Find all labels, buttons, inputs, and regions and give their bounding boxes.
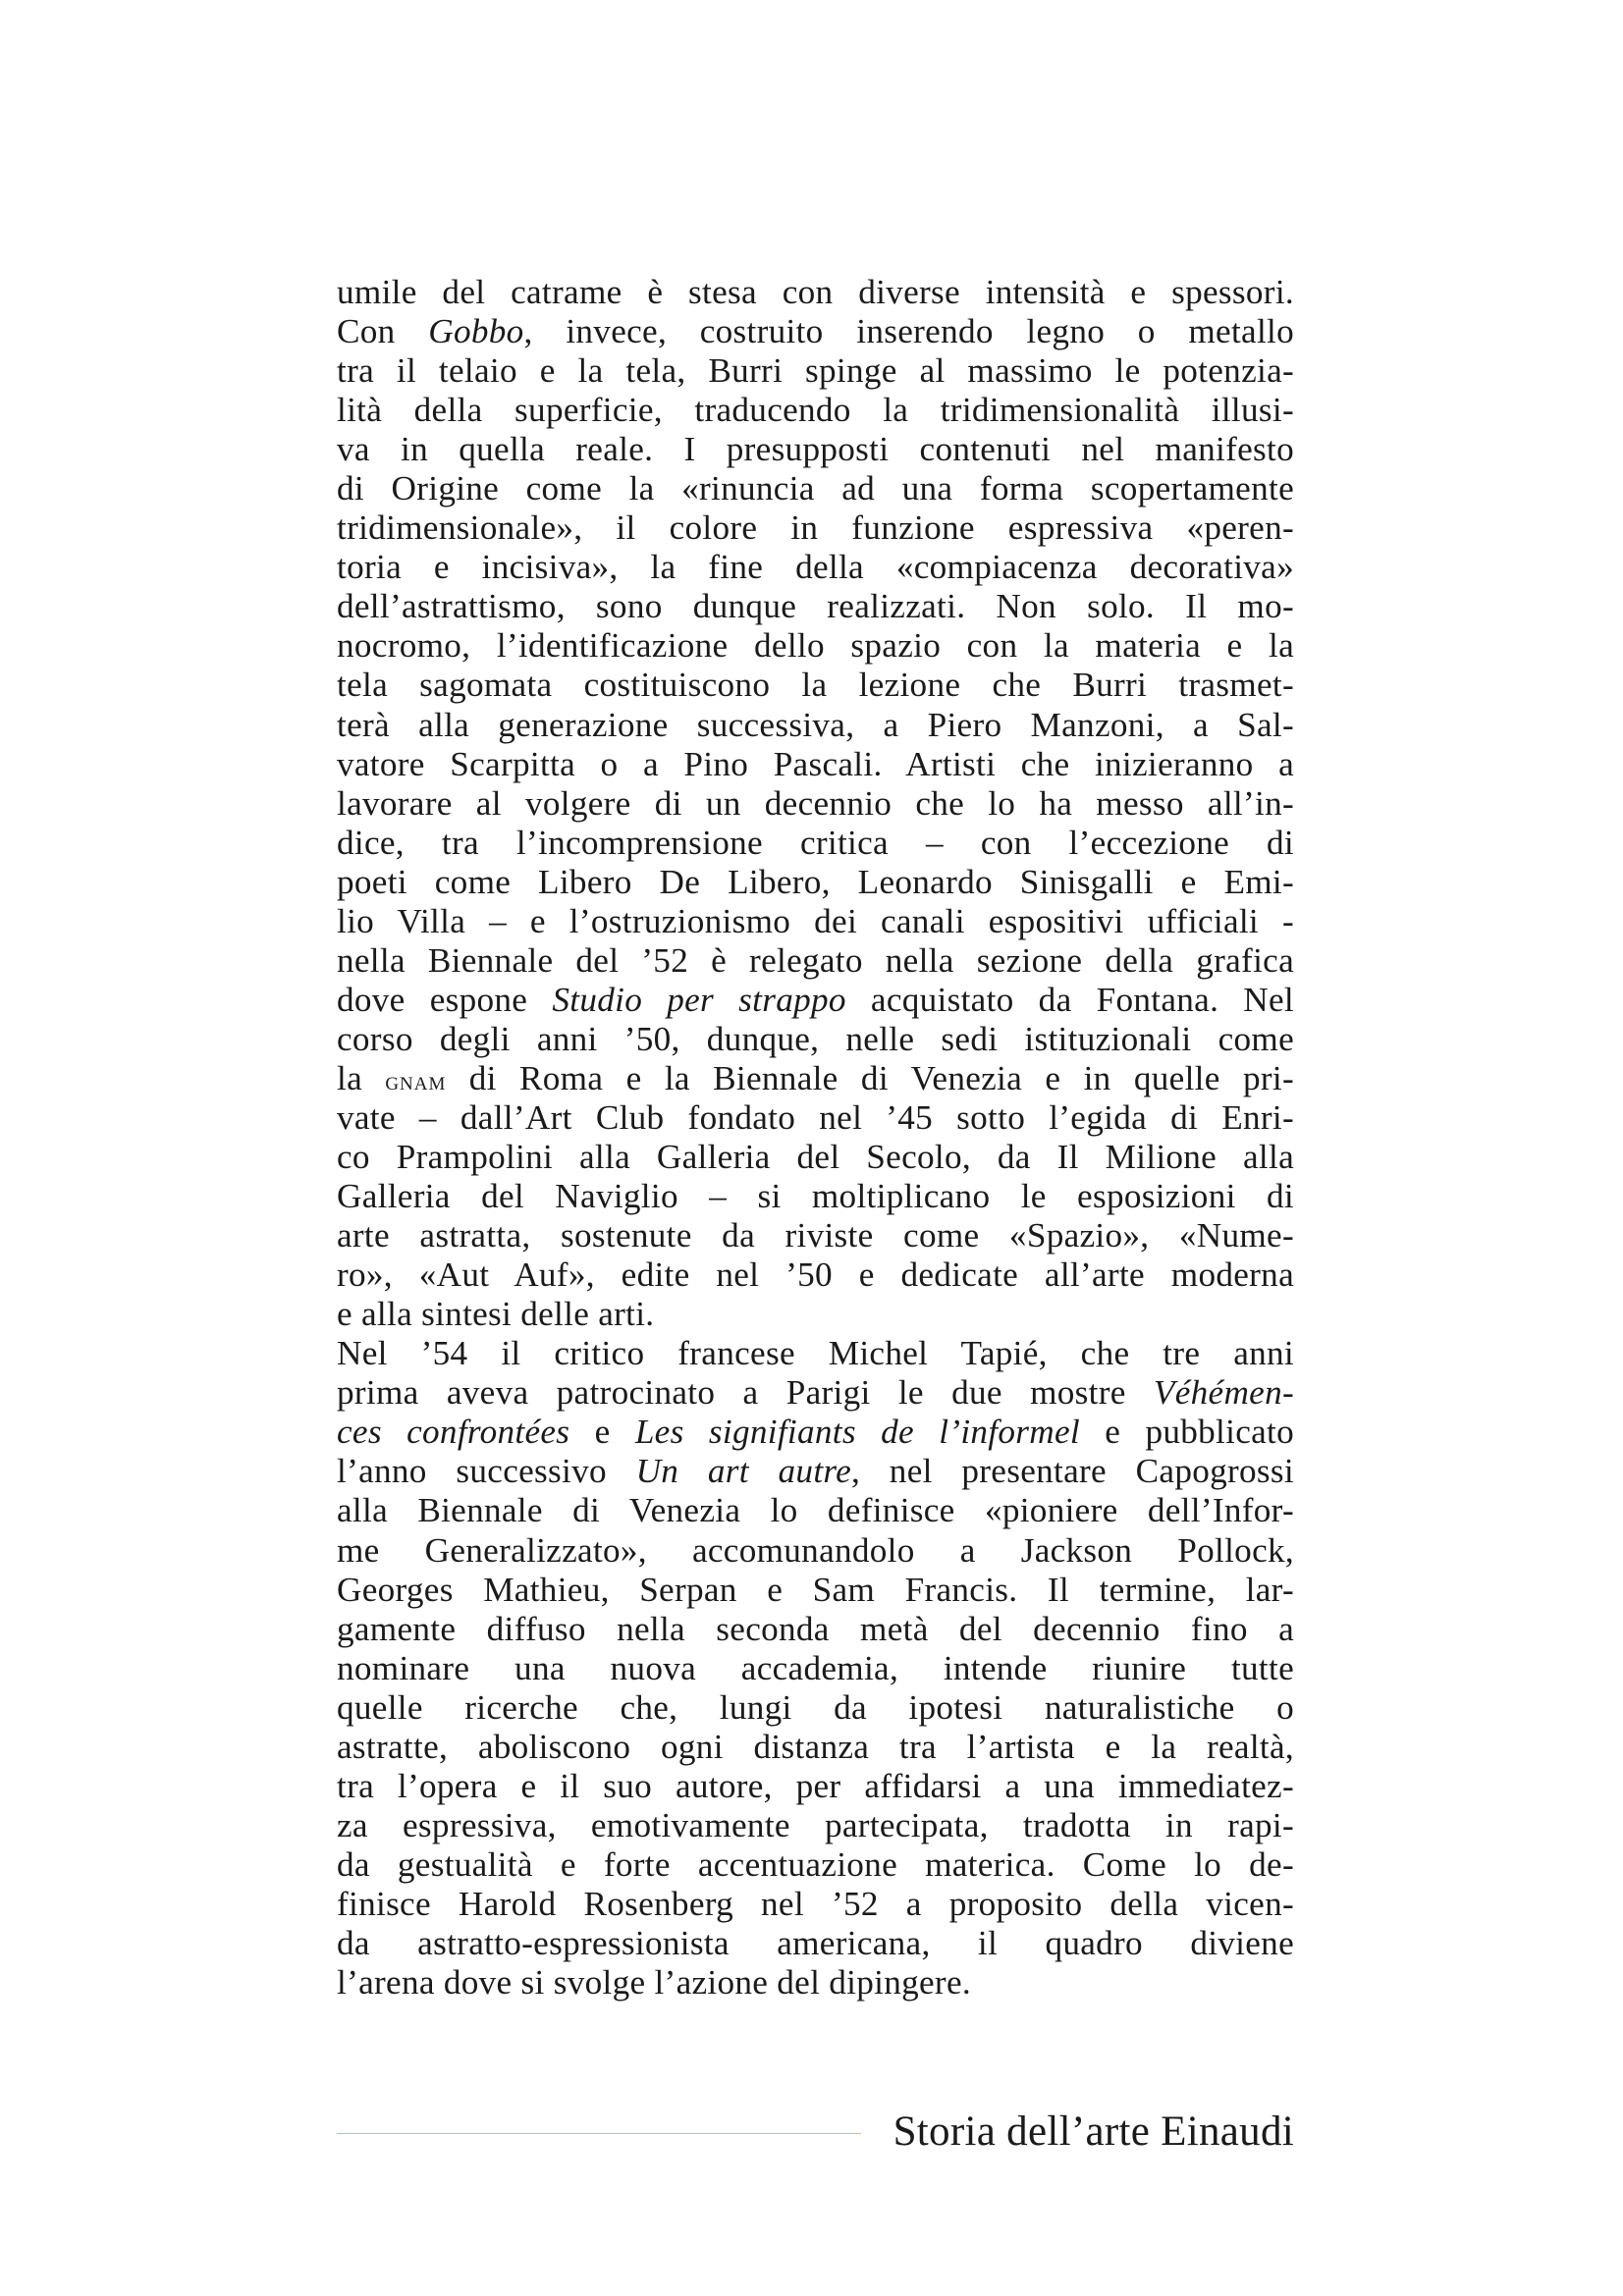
text-line: dell’astrattismo, sono dunque realizzati. Non solo. Il mo- (337, 587, 1294, 626)
text-line: tra l’opera e il suo autore, per affidarsi a una immediatez- (337, 1766, 1294, 1805)
text-line: la gnam di Roma e la Biennale di Venezia e in quelle pri- (337, 1058, 1294, 1097)
text-line: nella Biennale del ’52 è relegato nella sezione della grafica (337, 940, 1294, 980)
text-line: l’arena dove si svolge l’azione del dipingere. (337, 1963, 971, 2002)
text-line: dice, tra l’incomprensione critica – con l’eccezione di (337, 823, 1294, 862)
text-line: astratte, aboliscono ogni distanza tra l’artista e la realtà, (337, 1727, 1294, 1766)
italic-text: Véhémen- (1153, 1373, 1294, 1413)
text-line: dove espone Studio per strappo acquistato da Fontana. Nel (337, 980, 1294, 1019)
text-line: za espressiva, emotivamente partecipata, tradotta in rapi- (337, 1805, 1294, 1844)
text-line: vate – dall’Art Club fondato nel ’45 sotto l’egida di Enri- (337, 1097, 1294, 1137)
text-line: arte astratta, sostenute da riviste come «Spazio», «Nume- (337, 1216, 1294, 1255)
paragraph (337, 1334, 1294, 2002)
text-line: co Prampolini alla Galleria del Secolo, da Il Milione alla (337, 1138, 1294, 1177)
text-line: tra il telaio e la tela, Burri spinge al massimo le potenzia- (337, 351, 1294, 391)
text-line: alla Biennale di Venezia lo definisce «pioniere dell’Infor- (337, 1491, 1294, 1530)
text-line: di Origine come la «rinuncia ad una forma scopertamente (337, 469, 1294, 508)
paragraph (337, 273, 1294, 1334)
text-line: gamente diffuso nella seconda metà del decennio fino a (337, 1609, 1294, 1648)
small-caps-text: gnam (385, 1065, 447, 1095)
text-line: me Generalizzato», accomunandolo a Jackson Pollock, (337, 1530, 1294, 1570)
text-line: l’anno successivo Un art autre, nel presentare Capogrossi (337, 1452, 1294, 1491)
italic-text: Un art autre (635, 1452, 852, 1491)
italic-text: Les signifiants de l’informel (634, 1413, 1080, 1452)
text-line: Nel ’54 il critico francese Michel Tapié, che tre anni (337, 1334, 1294, 1373)
text-line: da gestualità e forte accentuazione materica. Come lo de- (337, 1844, 1294, 1884)
text-line: quelle ricerche che, lungi da ipotesi naturalistiche o (337, 1687, 1294, 1727)
text-line: ces confrontées e Les signifiants de l’informel e pubblicato (337, 1413, 1295, 1452)
footer-series-title: Storia dell’arte Einaudi (893, 2109, 1294, 2155)
text-line: umile del catrame è stesa con diverse intensità e spessori. (337, 273, 1294, 311)
text-line: prima aveva patrocinato a Parigi le due mostre Véhémen- (337, 1373, 1294, 1413)
text-line: poeti come Libero De Libero, Leonardo Sinisgalli e Emi- (337, 862, 1294, 901)
italic-text: ces confrontées (337, 1413, 570, 1452)
text-line: tridimensionale», il colore in funzione espressiva «peren- (337, 508, 1294, 548)
text-line: nominare una nuova accademia, intende riunire tutte (337, 1648, 1294, 1687)
text-line: toria e incisiva», la fine della «compiacenza decorativa» (337, 548, 1294, 587)
text-line: terà alla generazione successiva, a Piero Manzoni, a Sal- (337, 705, 1294, 744)
italic-text: Studio per strappo (552, 980, 846, 1019)
text-line: Georges Mathieu, Serpan e Sam Francis. Il termine, lar- (337, 1570, 1294, 1609)
text-line: corso degli anni ’50, dunque, nelle sedi istituzionali come (337, 1019, 1294, 1058)
text-line: finisce Harold Rosenberg nel ’52 a proposito della vicen- (337, 1884, 1294, 1923)
text-line: tela sagomata costituiscono la lezione che Burri trasmet- (337, 666, 1294, 705)
text-line: lio Villa – e l’ostruzionismo dei canali espositivi ufficiali - (337, 901, 1294, 940)
text-line: vatore Scarpitta o a Pino Pascali. Artisti che inizieranno a (337, 744, 1294, 783)
body-text (337, 273, 1294, 2002)
page-footer (337, 2103, 1294, 2162)
text-line: Con Gobbo, invece, costruito inserendo legno o metallo (337, 312, 1294, 351)
text-line: da astratto-espressionista americana, il quadro diviene (337, 1923, 1294, 1962)
text-line: ro», «Aut Auf», edite nel ’50 e dedicate all’arte moderna (337, 1255, 1294, 1295)
text-line: lavorare al volgere di un decennio che lo ha messo all’in- (337, 783, 1294, 823)
footer-rule (337, 2133, 861, 2134)
text-line: Galleria del Naviglio – si moltiplicano le esposizioni di (337, 1177, 1294, 1216)
italic-text: Gobbo (428, 312, 524, 351)
text-line: e alla sintesi delle arti. (337, 1295, 655, 1334)
text-line: va in quella reale. I presupposti contenuti nel manifesto (337, 430, 1294, 469)
text-line: nocromo, l’identificazione dello spazio con la materia e la (337, 626, 1294, 666)
text-line: lità della superficie, traducendo la tridimensionalità illusi- (337, 391, 1294, 430)
